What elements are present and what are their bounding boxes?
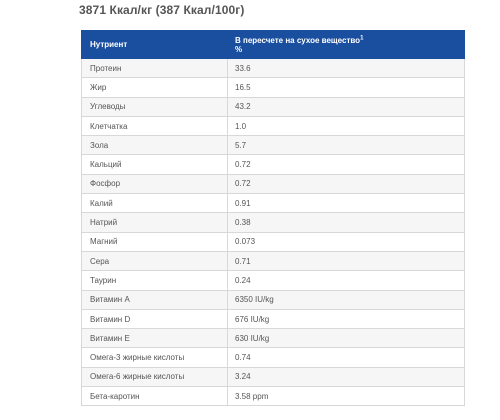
nutrient-value: 0.74	[228, 348, 465, 367]
nutrient-value: 5.7	[228, 136, 465, 155]
nutrient-name: Магний	[82, 232, 228, 251]
nutrient-value: 16.5	[228, 78, 465, 97]
table-row	[82, 97, 465, 116]
header-footnote-marker: 1	[360, 34, 364, 41]
table-row	[82, 59, 465, 78]
nutrient-name: Натрий	[82, 213, 228, 232]
table-row	[82, 387, 465, 406]
table-row	[82, 329, 465, 348]
table-row	[82, 116, 465, 135]
header-dry-matter-label: В пересчете на сухое вещество	[235, 35, 361, 45]
table-row	[82, 194, 465, 213]
header-dry-matter	[228, 31, 465, 59]
nutrient-name: Витамин D	[82, 309, 228, 328]
nutrient-value: 676 IU/kg	[228, 309, 465, 328]
table-header-row	[82, 31, 465, 59]
nutrient-value: 33.6	[228, 59, 465, 78]
table-row	[82, 348, 465, 367]
nutrient-value: 630 IU/kg	[228, 329, 465, 348]
nutrient-value: 6350 IU/kg	[228, 290, 465, 309]
table-row	[82, 174, 465, 193]
nutrient-value: 0.72	[228, 174, 465, 193]
nutrient-name: Жир	[82, 78, 228, 97]
nutrient-name: Сера	[82, 251, 228, 270]
nutrient-name: Кальций	[82, 155, 228, 174]
nutrient-name: Витамин A	[82, 290, 228, 309]
nutrient-value: 0.71	[228, 251, 465, 270]
header-nutrient	[82, 31, 228, 59]
nutrient-name: Калий	[82, 194, 228, 213]
nutrient-table	[81, 30, 465, 406]
header-unit: %	[235, 44, 243, 54]
nutrient-name: Фосфор	[82, 174, 228, 193]
nutrient-name: Омега-3 жирные кислоты	[82, 348, 228, 367]
table-row	[82, 251, 465, 270]
nutrient-value: 0.24	[228, 271, 465, 290]
nutrient-value: 3.58 ppm	[228, 387, 465, 406]
table-row	[82, 136, 465, 155]
nutrient-value: 0.72	[228, 155, 465, 174]
nutrient-name: Клетчатка	[82, 116, 228, 135]
nutrient-value: 43.2	[228, 97, 465, 116]
table-row	[82, 232, 465, 251]
nutrient-value: 3.24	[228, 367, 465, 386]
nutrient-value: 0.073	[228, 232, 465, 251]
nutrient-name: Протеин	[82, 59, 228, 78]
nutrient-name: Витамин E	[82, 329, 228, 348]
nutrient-name: Омега-6 жирные кислоты	[82, 367, 228, 386]
table-row	[82, 367, 465, 386]
nutrient-name: Углеводы	[82, 97, 228, 116]
table-row	[82, 271, 465, 290]
header-nutrient-label: Нутриент	[90, 40, 128, 49]
nutrient-name: Бета-каротин	[82, 387, 228, 406]
nutrient-name: Зола	[82, 136, 228, 155]
calorie-heading: 3871 Ккал/кг (387 Ккал/100г)	[79, 3, 245, 17]
table-row	[82, 155, 465, 174]
nutrient-value: 0.38	[228, 213, 465, 232]
table-row	[82, 78, 465, 97]
nutrient-name: Таурин	[82, 271, 228, 290]
nutrient-value: 1.0	[228, 116, 465, 135]
table-row	[82, 213, 465, 232]
table-row	[82, 290, 465, 309]
nutrient-value: 0.91	[228, 194, 465, 213]
table-row	[82, 309, 465, 328]
